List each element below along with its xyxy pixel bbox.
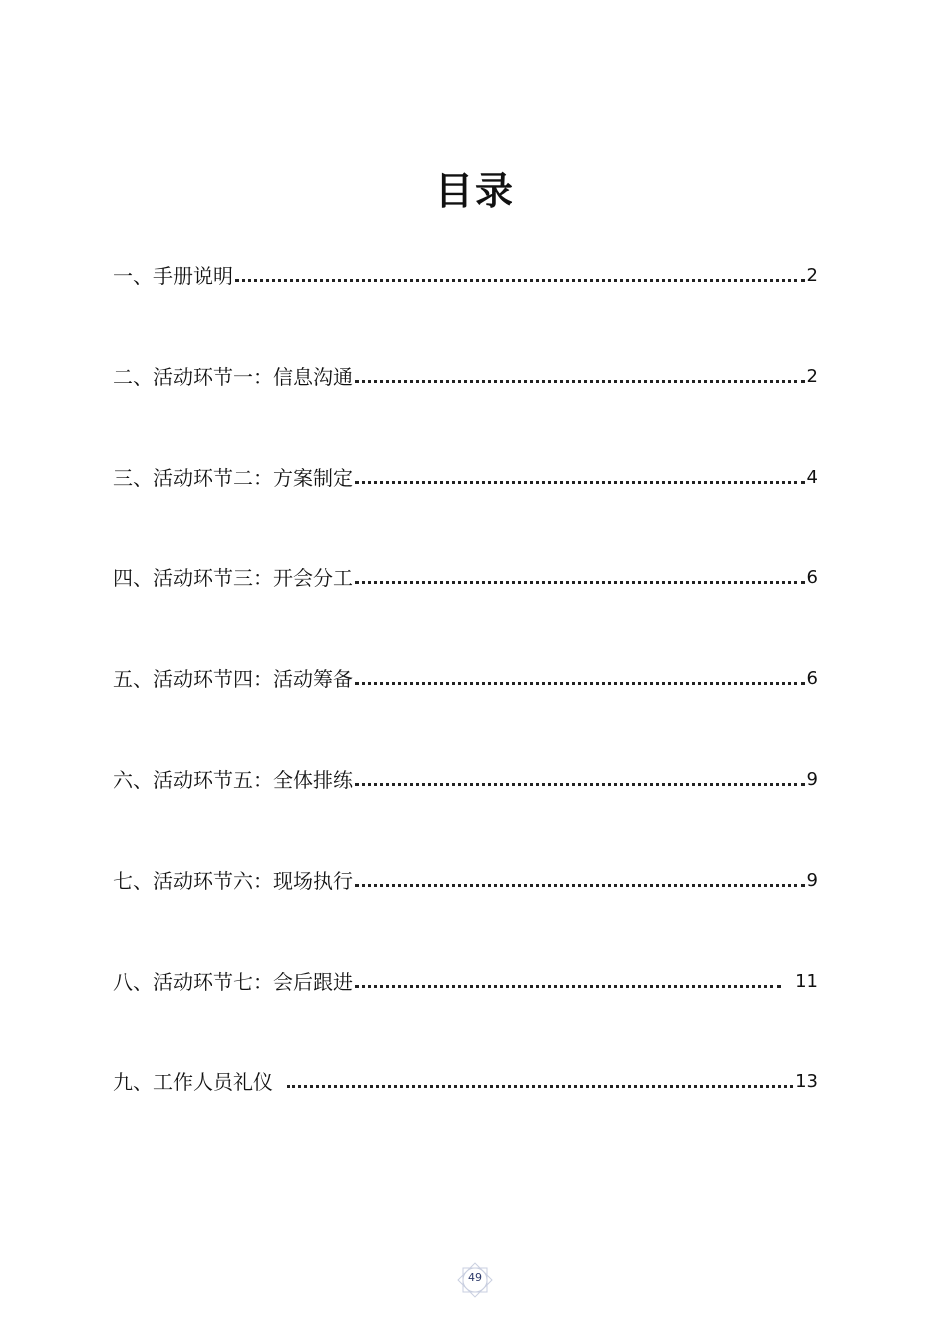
toc-dot-leader <box>355 783 805 786</box>
page-title: 目录 <box>434 169 515 214</box>
toc-entry-label: 一、手册说明 <box>113 264 233 288</box>
toc-entry-page: 4 <box>806 466 818 488</box>
toc-dot-leader <box>355 380 805 383</box>
toc-dot-leader <box>355 884 805 887</box>
toc-entry-8[interactable] <box>113 956 818 996</box>
toc-entry-page: 13 <box>795 1071 818 1093</box>
toc-dot-leader <box>287 1085 793 1088</box>
toc-entry-label: 三、活动环节二：方案制定 <box>113 465 353 490</box>
toc-entry-label: 四、活动环节三：开会分工 <box>113 566 353 591</box>
toc-entry-page: 2 <box>806 365 818 387</box>
toc-dot-leader <box>355 581 805 584</box>
page-number: 49 <box>468 1271 482 1284</box>
toc-entry-7[interactable] <box>113 855 818 895</box>
toc-entry-2[interactable] <box>113 351 818 391</box>
toc-entry-label: 二、活动环节一：信息沟通 <box>113 364 353 389</box>
toc-entry-6[interactable] <box>113 754 818 794</box>
toc-dot-leader <box>355 682 805 685</box>
toc-entry-page: 9 <box>806 768 818 790</box>
page-footer <box>455 1260 495 1300</box>
toc-entry-label: 九、工作人员礼仪 <box>113 1070 273 1095</box>
toc-entry-1[interactable] <box>113 250 818 290</box>
toc-entry-page: 9 <box>806 869 818 891</box>
toc-entry-label: 五、活动环节四：活动筹备 <box>113 667 353 692</box>
toc-entry-page: 2 <box>806 265 818 286</box>
toc-entry-3[interactable] <box>113 452 818 492</box>
toc-entry-page: 11 <box>795 970 818 992</box>
toc-dot-leader <box>355 481 805 484</box>
toc-dot-leader <box>355 985 781 988</box>
toc-entry-page: 6 <box>806 668 818 690</box>
toc-entry-5[interactable] <box>113 653 818 693</box>
toc-entry-page: 6 <box>806 567 818 589</box>
toc-entry-label: 八、活动环节七：会后跟进 <box>113 969 353 994</box>
table-of-contents <box>113 250 818 1157</box>
toc-entry-label: 七、活动环节六：现场执行 <box>113 868 353 893</box>
toc-entry-4[interactable] <box>113 552 818 592</box>
toc-entry-9[interactable] <box>113 1056 818 1096</box>
toc-dot-leader <box>235 279 805 282</box>
toc-entry-label: 六、活动环节五：全体排练 <box>113 767 353 792</box>
